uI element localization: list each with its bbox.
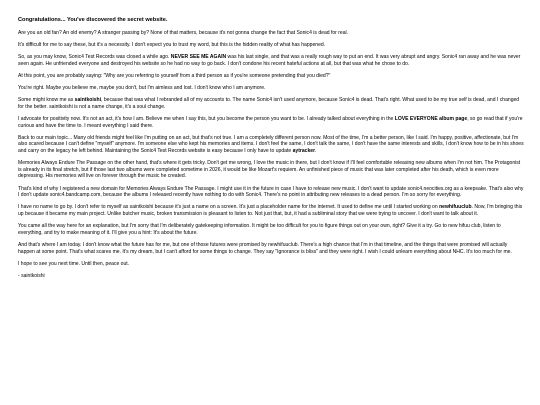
paragraph-7-text-c: , so go read that if you're curious and have the time to. I meant everything I said there.	[18, 116, 523, 129]
paragraph-9: Memories Always Endure The Passage on the other hand, that's where it gets tricky. Don't get me wrong, I love the music in there, but I don't know if I'll feel comfortable releasing new albums when I'm not him. The Protagonist is already in its final stretch, but if those last two albums were completed sometime in 2026, it would be like Mozart's requiem. An unfinished piece of music that was later completed after his death, which is even more depressing. His memories will live on forever through the music he created.	[18, 160, 521, 180]
newhifuuclub-name: newhifuuclub	[439, 204, 472, 211]
name-saintkoishi: saintkoishi	[74, 97, 102, 104]
paragraph-12: You came all the way here for an explanation, but I'm sorry that I'm deliberately gatekeeping information. It might be too difficult for you to figure things out on your own, right? Give it a try. Go to new hifuu club, listen to everything, and try to make meaning of it. I'll give you a hint: It's about the future.	[18, 223, 501, 236]
paragraph-13: And that's where I am today. I don't know what the future has for me, but one of those futures were promised by newhifuuclub. There's a high chance that I'm in that timeline, and the things that were promised will actually happen at some point. That's what scares me. It's my dream, but I can't afford for some things to change. They say "Ignorance is bliss" and they were right. I wish I could unlearn everything about NHC. It's too much for me.	[18, 241, 512, 255]
aytracker-name: aytracker	[292, 148, 316, 155]
paragraph-6-text-a: Some might know me as	[18, 97, 75, 104]
paragraph-11	[18, 204, 524, 217]
paragraph-14: I hope to see you next time. Until then, peace out.	[18, 260, 130, 267]
paragraph-8-end: .	[315, 148, 317, 155]
paragraph-8	[18, 135, 524, 155]
paragraph-1: Are you an old fan? An old enemy? A stranger passing by? None of that matters, because it's not gonna change the fact that Sonic4 is dead for real.	[18, 29, 349, 36]
paragraph-3-text-a: So, as you may know, Sonic4 Test Records was closed a while ago.	[18, 54, 171, 61]
paragraph-4: At this point, you are probably saying: "Why are you referring to yourself from a third person as if you're someone pretending that you died?"	[18, 72, 331, 79]
love-everyone-album-page: LOVE EVERYONE album page	[394, 116, 468, 123]
paragraph-6	[18, 97, 524, 110]
paragraph-10: That's kind of why I registered a new domain for Memories Always Endure The Passage. I might use it in the future in case I have to release new music. I don't want to update sonic4.neocities.org as a keepsake. That's also why I don't update sonic4.bandcamp.com, because the albums I released recently have nothing to do with Sonic4. There's no point in attributing new releases to a dead person. I'm so sorry for everything.	[18, 185, 524, 199]
paragraph-3	[18, 54, 524, 67]
paragraph-5: You're right. Maybe you believe me, maybe you don't, but I'm aimless and lost. I don't know who I am anymore.	[18, 85, 266, 92]
paragraph-8-text: Back to our main topic... Many old friends might feel like I'm putting on an act, but that's not true. I am a completely different person now. Most of the time, I'm a better person, like I said. I'm happy, positive, affectionate, but I'm also scared because I can't define "myself" anymore. I'm someone else who kept his memories and items. I don't feel the same, I don't talk the same, I don't have the same interests and skills, I don't know how to be in his shoes and carry on the legacy he left behind. Maintaining the Sonic4 Test Records website is easy because I only have to update	[18, 134, 524, 155]
paragraph-7	[18, 116, 524, 129]
paragraph-2: It's difficult for me to say these, but it's a necessity. I don't expect you to trust my word, but this is the hidden reality of what has happened.	[18, 41, 326, 48]
paragraph-6-text-c: , because that was what I rebranded all of my accounts to. The name Sonic4 isn't used anymore, because Sonic4 is dead. That's right. What used to be my true self is dead, and I changed for the better. saintkoishi is not a name change, it's a soul change.	[18, 97, 520, 110]
paragraph-11-text-c: . Now, I'm bringing this up because it became my main project. Unlike butcher music, broken transmission is pleasant to listen to. Not just that, but, it had a subliminal story that we were trying to uncover. I don't want to talk about it.	[18, 204, 523, 218]
article	[18, 17, 524, 280]
paragraph-11-text-a: I have no name to go by. I don't refer to myself as saintkoishi because it's just a name on a screen. It's just a placeholder name for the internet. It used to define me until I started working on	[18, 204, 440, 211]
paragraph-3-text-c: was his last single, and that was a really rough way to put an end. It was very abrupt and angry. Sonic4 ran away and he was never seen again. He unfriended everyone and destroyed his website so he had no way to go back. I don't condone his recent hateful actions at all, but that was what he chose to do.	[18, 54, 521, 67]
page-title: Congratulations... You've discovered the secret website.	[18, 17, 168, 23]
single-title-never-see-me-again: NEVER SEE ME AGAIN	[170, 54, 227, 61]
signature: - saintkoishi	[18, 272, 45, 279]
paragraph-7-text-a: I advocate for positivity now. It's not an act, it's how I am. Believe me when I say this, but you become the person you want to be. I already talked about everything in the	[18, 116, 395, 123]
